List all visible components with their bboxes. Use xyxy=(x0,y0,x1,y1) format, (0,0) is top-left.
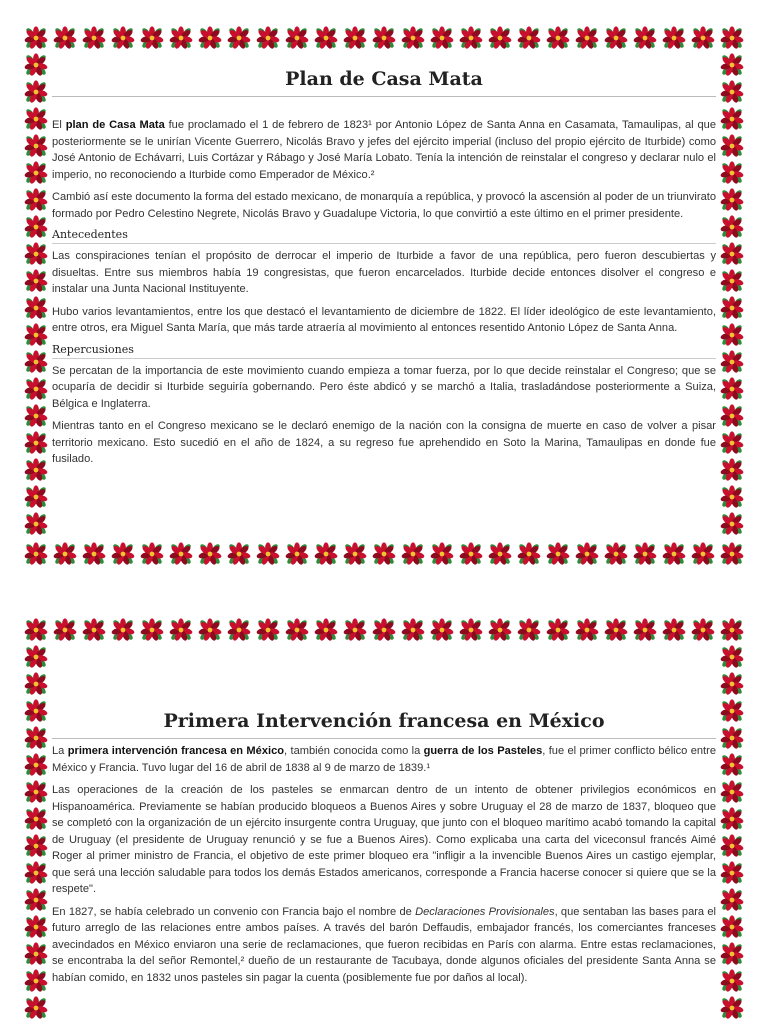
flower-border-right xyxy=(718,52,746,540)
poinsettia-icon xyxy=(429,617,455,643)
poinsettia-icon xyxy=(23,322,49,348)
text-run: El xyxy=(52,119,66,131)
poinsettia-icon xyxy=(719,968,745,994)
poinsettia-icon xyxy=(661,541,687,567)
poinsettia-icon xyxy=(632,25,658,51)
poinsettia-icon xyxy=(719,511,745,537)
poinsettia-icon xyxy=(690,541,716,567)
poinsettia-icon xyxy=(719,295,745,321)
poinsettia-icon xyxy=(516,617,542,643)
poinsettia-icon xyxy=(23,295,49,321)
poinsettia-icon xyxy=(719,106,745,132)
poinsettia-icon xyxy=(255,617,281,643)
paragraph-intro xyxy=(52,117,716,183)
section-heading-antecedentes: Antecedentes xyxy=(52,228,716,244)
poinsettia-icon xyxy=(690,617,716,643)
poinsettia-icon xyxy=(168,617,194,643)
poinsettia-icon xyxy=(23,806,49,832)
italic-term: Declaraciones Provisionales xyxy=(415,905,555,918)
poinsettia-icon xyxy=(23,968,49,994)
poinsettia-icon xyxy=(719,133,745,159)
poinsettia-icon xyxy=(23,725,49,751)
paragraph: Se percatan de la importancia de este movimiento cuando empieza a tomar fuerza, por lo que decide reinstalar el Congreso; que se ocuparía de decidir si Iturbide seguiría gobernando. Pero éste abdicó y se marchó a Italia, trasladándose posteriormente a Suiza, Bélgica e Inglaterra. xyxy=(52,364,716,410)
poinsettia-icon xyxy=(23,349,49,375)
flower-border-left xyxy=(22,52,50,540)
text-run: , que sentaban las bases para el futuro arreglo de las relaciones entre ambos países. A través del barón Deffaudis, embajador francés, los comerciantes franceses avecindados en México enviaron una serie de reclamaciones, que fueron recibidas en París con alarma. Entre estas reclamaciones, se encontraba la del señor Remontel,² dueño de un restaurante de Tacubaya, donde algunos oficiales del presidente Santa Anna se habían comido, en 1832 unos pasteles sin pagar la cuenta (posiblemente fue por daños al local). xyxy=(52,905,716,984)
poinsettia-icon xyxy=(487,617,513,643)
poinsettia-icon xyxy=(23,376,49,402)
poinsettia-icon xyxy=(632,617,658,643)
poinsettia-icon xyxy=(458,25,484,51)
poinsettia-icon xyxy=(719,833,745,859)
poinsettia-icon xyxy=(110,25,136,51)
poinsettia-icon xyxy=(255,25,281,51)
text-run: , también conocida como la xyxy=(284,745,424,757)
poinsettia-icon xyxy=(719,25,745,51)
text-run: , fue el primer conflicto bélico entre México y Francia. Tuvo lugar del 16 de abril de 1838 al 9 de marzo de 1839.¹ xyxy=(52,745,716,774)
poinsettia-icon xyxy=(719,671,745,697)
poinsettia-icon xyxy=(719,941,745,967)
poinsettia-icon xyxy=(313,617,339,643)
poinsettia-icon xyxy=(574,541,600,567)
poinsettia-icon xyxy=(719,995,745,1021)
poinsettia-icon xyxy=(719,430,745,456)
poinsettia-icon xyxy=(719,241,745,267)
poinsettia-icon xyxy=(719,725,745,751)
poinsettia-icon xyxy=(168,541,194,567)
poinsettia-icon xyxy=(719,752,745,778)
poinsettia-icon xyxy=(284,25,310,51)
poinsettia-icon xyxy=(23,833,49,859)
poinsettia-icon xyxy=(52,541,78,567)
flower-border-top xyxy=(22,24,746,52)
flower-border-top xyxy=(22,616,746,644)
poinsettia-icon xyxy=(110,541,136,567)
bold-term: guerra de los Pasteles xyxy=(423,745,543,757)
poinsettia-icon xyxy=(574,617,600,643)
poinsettia-icon xyxy=(458,617,484,643)
poinsettia-icon xyxy=(23,484,49,510)
poinsettia-icon xyxy=(81,617,107,643)
poinsettia-icon xyxy=(284,617,310,643)
poinsettia-icon xyxy=(197,617,223,643)
flower-border-right xyxy=(718,644,746,1034)
poinsettia-icon xyxy=(719,541,745,567)
poinsettia-icon xyxy=(719,214,745,240)
poinsettia-icon xyxy=(603,617,629,643)
poinsettia-icon xyxy=(487,25,513,51)
poinsettia-icon xyxy=(313,541,339,567)
poinsettia-icon xyxy=(719,644,745,670)
poinsettia-icon xyxy=(603,541,629,567)
poinsettia-icon xyxy=(23,133,49,159)
poinsettia-icon xyxy=(52,617,78,643)
poinsettia-icon xyxy=(516,541,542,567)
poinsettia-icon xyxy=(719,403,745,429)
poinsettia-icon xyxy=(23,941,49,967)
poinsettia-icon xyxy=(23,214,49,240)
poinsettia-icon xyxy=(23,52,49,78)
poinsettia-icon xyxy=(313,25,339,51)
poinsettia-icon xyxy=(574,25,600,51)
poinsettia-icon xyxy=(719,698,745,724)
poinsettia-icon xyxy=(487,541,513,567)
poinsettia-icon xyxy=(255,541,281,567)
poinsettia-icon xyxy=(168,25,194,51)
poinsettia-icon xyxy=(23,25,49,51)
poinsettia-icon xyxy=(23,403,49,429)
poinsettia-icon xyxy=(371,541,397,567)
poinsettia-icon xyxy=(429,541,455,567)
poinsettia-icon xyxy=(719,914,745,940)
poinsettia-icon xyxy=(52,25,78,51)
poinsettia-icon xyxy=(719,79,745,105)
article-plan-casa-mata xyxy=(52,68,716,474)
poinsettia-icon xyxy=(23,860,49,886)
poinsettia-icon xyxy=(23,671,49,697)
poinsettia-icon xyxy=(23,995,49,1021)
poinsettia-icon xyxy=(23,887,49,913)
poinsettia-icon xyxy=(23,541,49,567)
poinsettia-icon xyxy=(719,187,745,213)
poinsettia-icon xyxy=(23,241,49,267)
poinsettia-icon xyxy=(81,541,107,567)
poinsettia-icon xyxy=(23,752,49,778)
bold-term: primera intervención francesa en México xyxy=(67,745,285,757)
poinsettia-icon xyxy=(342,25,368,51)
poinsettia-icon xyxy=(23,511,49,537)
poinsettia-icon xyxy=(545,541,571,567)
poinsettia-icon xyxy=(23,187,49,213)
poinsettia-icon xyxy=(23,430,49,456)
poinsettia-icon xyxy=(719,52,745,78)
paragraph: Cambió así este documento la forma del estado mexicano, de monarquía a república, y provocó la ascensión al poder de un triunvirato formado por Pedro Celestino Negrete, Nicolás Bravo y Guadalupe Victoria, lo que convirtió a este último en el primer presidente. xyxy=(52,191,716,220)
poinsettia-icon xyxy=(400,541,426,567)
poinsettia-icon xyxy=(23,79,49,105)
poinsettia-icon xyxy=(719,349,745,375)
poinsettia-icon xyxy=(545,617,571,643)
paragraph: Las conspiraciones tenían el propósito de derrocar el imperio de Iturbide a favor de una república, pero fueron descubiertas y disueltas. Entre sus miembros había 19 congresistas, que fueron encarcelados. Iturbide decide entonces disolver el congreso e instalar una Junta Nacional Instituyente. xyxy=(52,250,716,295)
poinsettia-icon xyxy=(661,25,687,51)
page-title: Primera Intervención francesa en México xyxy=(52,710,716,739)
poinsettia-icon xyxy=(719,617,745,643)
poinsettia-icon xyxy=(545,25,571,51)
page-title: Plan de Casa Mata xyxy=(52,68,716,97)
poinsettia-icon xyxy=(400,25,426,51)
poinsettia-icon xyxy=(81,25,107,51)
poinsettia-icon xyxy=(371,25,397,51)
poinsettia-icon xyxy=(603,25,629,51)
poinsettia-icon xyxy=(719,806,745,832)
poinsettia-icon xyxy=(197,541,223,567)
paragraph-intro xyxy=(52,743,716,776)
poinsettia-icon xyxy=(226,617,252,643)
paragraph: Mientras tanto en el Congreso mexicano se le declaró enemigo de la nación con la consigna de muerte en caso de volver a pisar territorio mexicano. Esto sucedió en el año de 1824, a su regreso fue aprehendido en Soto la Marina, Tamaulipas en donde fue fusilado. xyxy=(52,420,716,465)
poinsettia-icon xyxy=(342,617,368,643)
poinsettia-icon xyxy=(719,457,745,483)
poinsettia-icon xyxy=(719,860,745,886)
poinsettia-icon xyxy=(226,541,252,567)
paragraph: Las operaciones de la creación de los pasteles se enmarcan dentro de un intento de obtener privilegios económicos en Hispanoamérica. Previamente se habían producido bloqueos a Buenos Aires y sobre Uruguay el 28 de marzo de 1837, bloqueo que se completó con la organización de un ejército insurgente contra Uruguay, que junto con el bloqueo marítimo acabó tomando la capital de Uruguay (el presidente de Uruguay renunció y se fue a Buenos Aires). Como explicaba una carta del viceconsul francés Aimé Roger al primer ministro de Francia, el objetivo de este primer bloqueo era "infligir a la invencible Buenos Aires un castigo ejemplar, que será una lección saludable para todos los demás Estados americanos, corresponde a Francia hacerse conocer si quiere que se la respete". xyxy=(52,784,716,895)
poinsettia-icon xyxy=(23,106,49,132)
text-run: En 1827, se había celebrado un convenio con Francia bajo el nombre de xyxy=(52,905,416,918)
poinsettia-icon xyxy=(284,541,310,567)
paragraph: Hubo varios levantamientos, entre los que destacó el levantamiento de diciembre de 1822. El líder ideológico de este levantamiento, entre otros, era Miguel Santa María, que más tarde atraería al movimiento al entonces resentido Antonio López de Santa Anna. xyxy=(52,305,716,334)
poinsettia-icon xyxy=(719,322,745,348)
poinsettia-icon xyxy=(719,779,745,805)
paragraph xyxy=(52,904,716,987)
poinsettia-icon xyxy=(719,376,745,402)
poinsettia-icon xyxy=(516,25,542,51)
poinsettia-icon xyxy=(719,268,745,294)
poinsettia-icon xyxy=(139,541,165,567)
poinsettia-icon xyxy=(23,268,49,294)
poinsettia-icon xyxy=(429,25,455,51)
poinsettia-icon xyxy=(23,644,49,670)
flower-border-bottom xyxy=(22,540,746,568)
poinsettia-icon xyxy=(342,541,368,567)
poinsettia-icon xyxy=(23,914,49,940)
bold-term: plan de Casa Mata xyxy=(65,119,165,131)
poinsettia-icon xyxy=(371,617,397,643)
poinsettia-icon xyxy=(197,25,223,51)
poinsettia-icon xyxy=(226,25,252,51)
poinsettia-icon xyxy=(23,779,49,805)
poinsettia-icon xyxy=(23,457,49,483)
poinsettia-icon xyxy=(458,541,484,567)
poinsettia-icon xyxy=(139,617,165,643)
poinsettia-icon xyxy=(110,617,136,643)
text-run: La xyxy=(52,745,68,757)
poinsettia-icon xyxy=(719,160,745,186)
text-run: fue proclamado el 1 de febrero de 1823¹ por Antonio López de Santa Anna en Casamata, Tamaulipas, al que posteriormente se le unirían Vicente Guerrero, Nicolás Bravo y jefes del ejército imperial (incluso del propio ejército de Iturbide) como José Antonio de Echávarri, Luis Cortázar y Rábago y José María Lobato. Tenía la intención de reinstalar el congreso y declarar nulo el imperio, no reconociendo a Iturbide como Emperador de México.² xyxy=(52,119,716,181)
poinsettia-icon xyxy=(690,25,716,51)
section-heading-repercusiones: Repercusiones xyxy=(52,343,716,359)
poinsettia-icon xyxy=(400,617,426,643)
poinsettia-icon xyxy=(23,617,49,643)
poinsettia-icon xyxy=(632,541,658,567)
flower-border-left xyxy=(22,644,50,1034)
poinsettia-icon xyxy=(719,887,745,913)
poinsettia-icon xyxy=(23,160,49,186)
page-2 xyxy=(0,610,768,1024)
article-primera-intervencion xyxy=(52,710,716,992)
poinsettia-icon xyxy=(139,25,165,51)
poinsettia-icon xyxy=(719,484,745,510)
poinsettia-icon xyxy=(661,617,687,643)
poinsettia-icon xyxy=(23,698,49,724)
